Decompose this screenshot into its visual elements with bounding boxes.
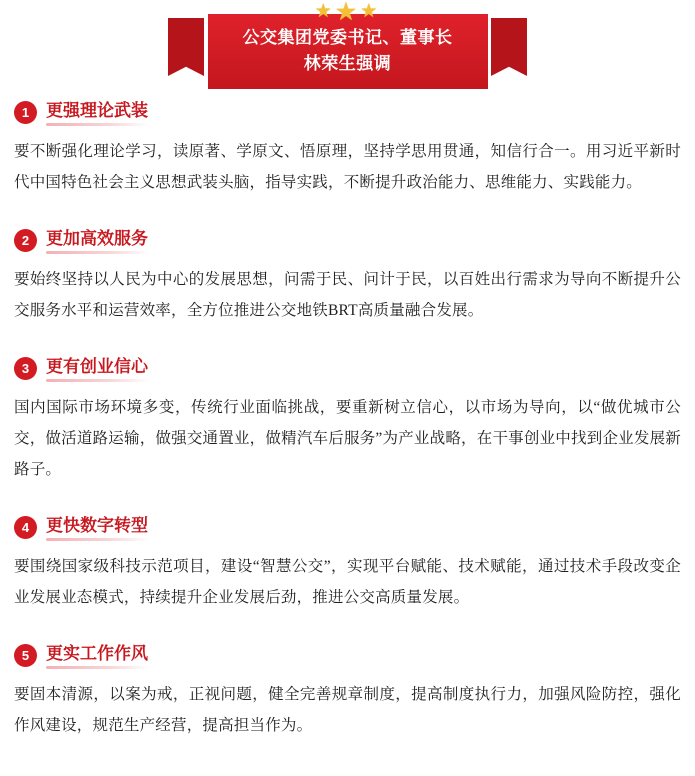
section-title: 更快数字转型 — [46, 515, 148, 539]
section-title: 更实工作作风 — [46, 643, 148, 667]
section-number-badge: 3 — [14, 357, 37, 380]
banner-title-line2: 林荣生强调 — [303, 54, 392, 73]
section-body: 要始终坚持以人民为中心的发展思想，问需于民、问计于民，以百姓出行需求为导向不断提升公交服务水平和运营效率，全方位推进公交地铁BRT高质量融合发展。 — [14, 271, 681, 319]
star-icon: ★ — [314, 1, 335, 22]
section-number-badge: 2 — [14, 229, 37, 252]
header-banner — [0, 0, 695, 100]
stars-decoration — [0, 0, 695, 26]
section-header — [14, 643, 681, 667]
ribbon-right-decoration — [491, 18, 527, 76]
section-header — [14, 228, 681, 252]
section-body: 要不断强化理论学习，读原著、学原文、悟原理，坚持学思用贯通，知信行合一。用习近平新时代中国特色社会主义思想武装头脑，指导实践，不断提升政治能力、思维能力、实践能力。 — [14, 143, 681, 191]
section-number-badge: 4 — [14, 516, 37, 539]
section-header — [14, 356, 681, 380]
section-2 — [14, 228, 681, 326]
star-icon: ★ — [360, 1, 381, 22]
section-body: 要围绕国家级科技示范项目，建设“智慧公交”，实现平台赋能、技术赋能，通过技术手段改变企业发展业态模式，持续提升企业发展后劲，推进公交高质量发展。 — [14, 558, 681, 606]
section-4 — [14, 515, 681, 613]
spacer — [14, 491, 681, 515]
spacer — [14, 332, 681, 356]
section-title: 更加高效服务 — [46, 228, 148, 252]
section-3 — [14, 356, 681, 485]
section-header — [14, 515, 681, 539]
star-icon: ★ — [334, 0, 361, 26]
spacer — [14, 619, 681, 643]
ribbon-left-decoration — [168, 18, 204, 76]
section-header — [14, 100, 681, 124]
section-body: 国内国际市场环境多变，传统行业面临挑战，要重新树立信心，以市场为导向，以“做优城市公交，做活道路运输，做强交通置业，做精汽车后服务”为产业战略，在干事创业中找到企业发展新路子。 — [14, 399, 681, 478]
section-title: 更强理论武装 — [46, 100, 148, 124]
section-body: 要固本清源，以案为戒，正视问题，健全完善规章制度，提高制度执行力，加强风险防控，强化作风建设，规范生产经营，提高担当作为。 — [14, 686, 681, 734]
section-title: 更有创业信心 — [46, 356, 148, 380]
spacer — [14, 204, 681, 228]
banner-title-line1: 公交集团党委书记、董事长 — [242, 28, 453, 47]
section-number-badge: 1 — [14, 101, 37, 124]
sections-container — [0, 100, 695, 741]
section-5 — [14, 643, 681, 741]
section-number-badge: 5 — [14, 644, 37, 667]
section-1 — [14, 100, 681, 198]
